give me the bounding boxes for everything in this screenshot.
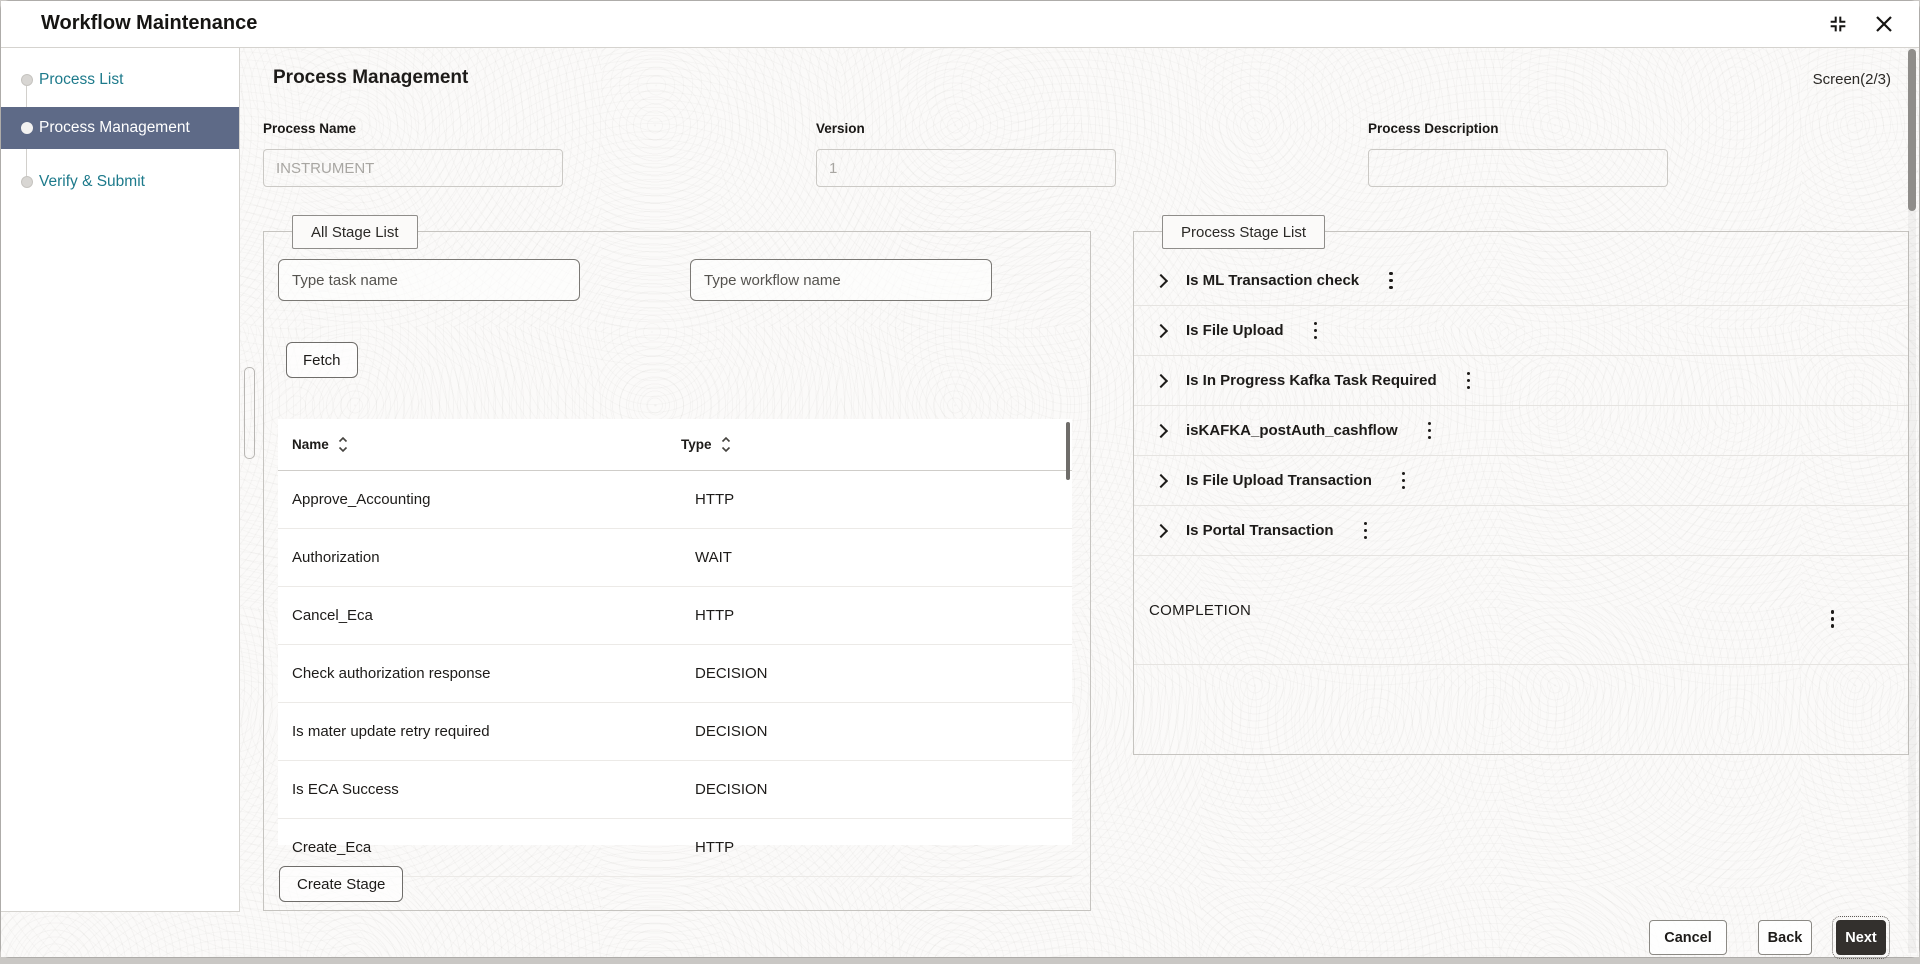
kebab-menu-icon[interactable] — [1398, 468, 1410, 494]
all-stage-list-legend: All Stage List — [292, 215, 418, 249]
task-name-cell: Is ECA Success — [292, 781, 399, 798]
process-name-field[interactable] — [263, 149, 563, 187]
step-dot-icon — [21, 176, 33, 188]
sidebar-item-label: Process List — [39, 71, 124, 88]
expand-chevron-icon[interactable] — [1154, 373, 1168, 387]
process-name-group — [263, 121, 565, 187]
stage-label: Is File Upload — [1186, 322, 1284, 339]
task-name-cell: Authorization — [292, 549, 380, 566]
left-scrollbar-thumb[interactable] — [244, 367, 255, 459]
workflow-name-input[interactable] — [690, 259, 992, 301]
step-dot-icon — [21, 122, 33, 134]
version-field[interactable] — [816, 149, 1116, 187]
sort-icon[interactable] — [721, 436, 731, 453]
column-header-type[interactable]: Type — [681, 437, 712, 452]
page-title: Process Management — [273, 67, 469, 88]
kebab-menu-icon[interactable] — [1424, 418, 1436, 444]
expand-chevron-icon[interactable] — [1154, 473, 1168, 487]
process-stage-row[interactable] — [1134, 406, 1908, 456]
screen-indicator: Screen(2/3) — [1812, 71, 1891, 88]
process-stage-row[interactable] — [1134, 356, 1908, 406]
column-header-name[interactable]: Name — [292, 437, 329, 452]
fetch-button[interactable]: Fetch — [286, 342, 358, 378]
table-row[interactable] — [278, 703, 1072, 761]
resize-icon[interactable] — [1827, 13, 1849, 35]
task-name-cell: Cancel_Eca — [292, 607, 373, 624]
expand-chevron-icon[interactable] — [1154, 273, 1168, 287]
process-stage-row[interactable] — [1134, 456, 1908, 506]
table-row[interactable] — [278, 471, 1072, 529]
task-name-cell: Create_Eca — [292, 839, 372, 856]
sidebar-item-label: Verify & Submit — [39, 173, 145, 190]
create-stage-button[interactable]: Create Stage — [279, 866, 403, 902]
process-description-group — [1368, 121, 1670, 187]
main-scrollbar[interactable] — [1908, 47, 1916, 953]
process-stage-list-panel — [1133, 223, 1909, 755]
task-type-cell: DECISION — [695, 723, 768, 740]
task-type-cell: HTTP — [695, 839, 735, 856]
task-type-cell: HTTP — [695, 491, 735, 508]
kebab-menu-icon[interactable] — [1360, 518, 1372, 544]
process-stage-list-legend: Process Stage List — [1162, 215, 1325, 249]
process-description-label: Process Description — [1368, 121, 1499, 136]
expand-chevron-icon[interactable] — [1154, 423, 1168, 437]
process-stage-row[interactable] — [1134, 506, 1908, 556]
task-name-input[interactable] — [278, 259, 580, 301]
process-name-label: Process Name — [263, 121, 357, 136]
process-description-field[interactable] — [1368, 149, 1668, 187]
process-stage-row[interactable] — [1134, 256, 1908, 306]
task-type-cell: WAIT — [695, 549, 732, 566]
sidebar-item-process-management[interactable] — [1, 107, 239, 149]
step-dot-icon — [21, 74, 33, 86]
kebab-menu-icon[interactable] — [1827, 606, 1839, 632]
sidebar-item-process-list[interactable] — [1, 59, 239, 101]
close-icon[interactable] — [1873, 13, 1895, 35]
cancel-button[interactable]: Cancel — [1649, 920, 1727, 955]
stage-table-body — [278, 471, 1072, 877]
expand-chevron-icon[interactable] — [1154, 323, 1168, 337]
sidebar-item-label: Process Management — [39, 119, 190, 136]
stage-table-header — [278, 419, 1072, 471]
kebab-menu-icon[interactable] — [1385, 268, 1397, 294]
sidebar-item-verify-submit[interactable] — [1, 161, 239, 203]
stage-label: Is Portal Transaction — [1186, 522, 1334, 539]
table-scrollbar-thumb[interactable] — [1066, 422, 1070, 480]
task-type-cell: DECISION — [695, 665, 768, 682]
next-button[interactable]: Next — [1836, 920, 1886, 955]
process-stage-row[interactable] — [1134, 556, 1908, 665]
stage-label: Is ML Transaction check — [1186, 272, 1360, 289]
task-name-cell: Approve_Accounting — [292, 491, 431, 508]
version-label: Version — [816, 121, 865, 136]
stage-label: Is File Upload Transaction — [1186, 472, 1372, 489]
main-scrollbar-thumb[interactable] — [1908, 49, 1916, 211]
table-row[interactable] — [278, 761, 1072, 819]
task-name-cell: Check authorization response — [292, 665, 491, 682]
process-stage-row[interactable] — [1134, 306, 1908, 356]
back-button[interactable]: Back — [1758, 920, 1812, 955]
content-area — [1, 47, 1919, 957]
process-stage-rows — [1134, 256, 1908, 665]
title-bar — [1, 1, 1919, 48]
sort-icon[interactable] — [338, 436, 348, 453]
task-name-cell: Is mater update retry required — [292, 723, 490, 740]
stage-label: COMPLETION — [1149, 601, 1252, 619]
wizard-sidebar — [1, 47, 240, 912]
all-stage-list-panel — [263, 223, 1091, 911]
expand-chevron-icon[interactable] — [1154, 523, 1168, 537]
stage-label: Is In Progress Kafka Task Required — [1186, 372, 1437, 389]
table-row[interactable] — [278, 587, 1072, 645]
task-type-cell: DECISION — [695, 781, 768, 798]
window-title: Workflow Maintenance — [41, 12, 258, 34]
table-row[interactable] — [278, 645, 1072, 703]
stage-label: isKAFKA_postAuth_cashflow — [1186, 422, 1398, 439]
table-row[interactable] — [278, 529, 1072, 587]
stage-table — [278, 419, 1072, 856]
kebab-menu-icon[interactable] — [1463, 368, 1475, 394]
version-group — [816, 121, 1118, 187]
kebab-menu-icon[interactable] — [1310, 318, 1322, 344]
task-type-cell: HTTP — [695, 607, 735, 624]
